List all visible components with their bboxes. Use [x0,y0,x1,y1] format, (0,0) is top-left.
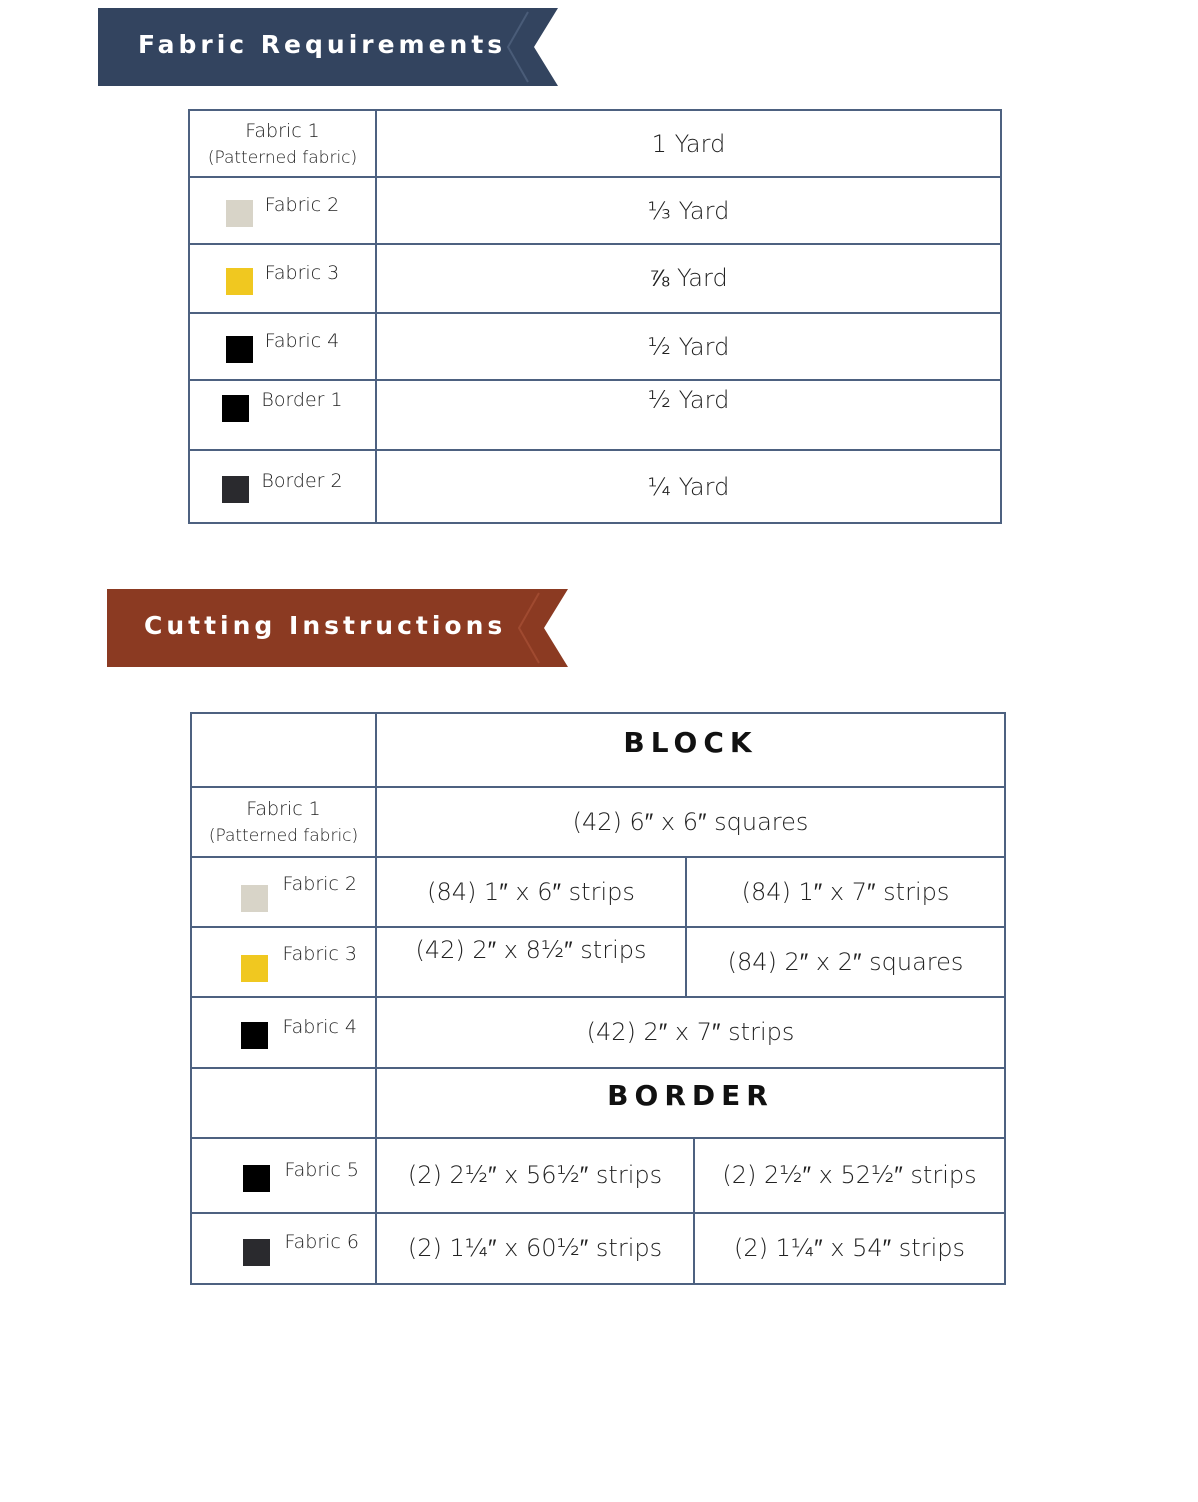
ci-label-cell [190,926,377,998]
swatch-icon [241,955,268,982]
fr-label-cell [188,312,377,381]
ci-empty-cell [190,712,377,788]
fabric-sublabel: (Patterned fabric) [208,826,359,846]
cut-instruction: (42) 2″ x 7″ strips [375,996,1006,1069]
ci-label-cell [190,1137,377,1214]
fabric-requirements-banner [98,8,560,86]
border-heading: BORDER [375,1067,1006,1139]
cut-instruction: (84) 1″ x 6″ strips [375,856,687,928]
ci-label-cell [190,1212,377,1285]
ci-empty-cell [190,1067,377,1139]
fabric-label: Fabric 1 [246,798,321,820]
fr-label-cell [188,109,377,178]
fabric-label: Fabric 2 [264,194,340,216]
fabric-label: Fabric 3 [264,262,340,284]
fabric-label: Fabric 1 [245,119,320,142]
fabric-label: Border 2 [261,470,343,492]
fabric-sublabel: (Patterned fabric) [207,147,358,168]
fabric-label: Fabric 6 [284,1231,359,1253]
swatch-icon [226,336,253,363]
fr-label-cell [188,243,377,314]
fr-amount: ¼ Yard [375,449,1002,524]
swatch-icon [241,1022,268,1049]
fabric-label: Border 1 [261,389,343,411]
cutting-instructions-banner [107,589,569,667]
swatch-icon [243,1239,270,1266]
fabric-requirements-title: Fabric Requirements [138,30,507,59]
swatch-icon [226,268,253,295]
ci-label-cell [190,996,377,1069]
ci-label-cell [190,786,377,858]
ci-label-cell [190,856,377,928]
fr-amount: 1 Yard [375,109,1002,178]
cut-instruction: (42) 2″ x 8½″ strips [375,926,687,998]
fabric-label: Fabric 2 [282,872,357,895]
cutting-instructions-title: Cutting Instructions [144,611,507,640]
swatch-icon [226,200,253,227]
fr-amount: ⅓ Yard [375,176,1002,245]
fabric-label: Fabric 4 [282,1016,357,1038]
fabric-label: Fabric 3 [282,942,357,965]
cut-instruction: (84) 2″ x 2″ squares [685,926,1006,998]
fr-amount: ⅞ Yard [375,243,1002,314]
swatch-icon [243,1165,270,1192]
block-heading: BLOCK [375,712,1006,788]
fr-label-cell [188,449,377,524]
cut-instruction: (2) 2½″ x 56½″ strips [375,1137,695,1214]
fabric-label: Fabric 4 [264,330,340,352]
fr-label-cell [188,176,377,245]
fr-amount: ½ Yard [375,379,1002,451]
swatch-icon [222,395,249,422]
swatch-icon [241,885,268,912]
fabric-label: Fabric 5 [284,1159,359,1181]
cut-instruction: (2) 1¼″ x 60½″ strips [375,1212,695,1285]
cut-instruction: (42) 6″ x 6″ squares [375,786,1006,858]
cut-instruction: (84) 1″ x 7″ strips [685,856,1006,928]
fr-amount: ½ Yard [375,312,1002,381]
cut-instruction: (2) 2½″ x 52½″ strips [693,1137,1006,1214]
swatch-icon [222,476,249,503]
fr-label-cell [188,379,377,451]
cut-instruction: (2) 1¼″ x 54″ strips [693,1212,1006,1285]
